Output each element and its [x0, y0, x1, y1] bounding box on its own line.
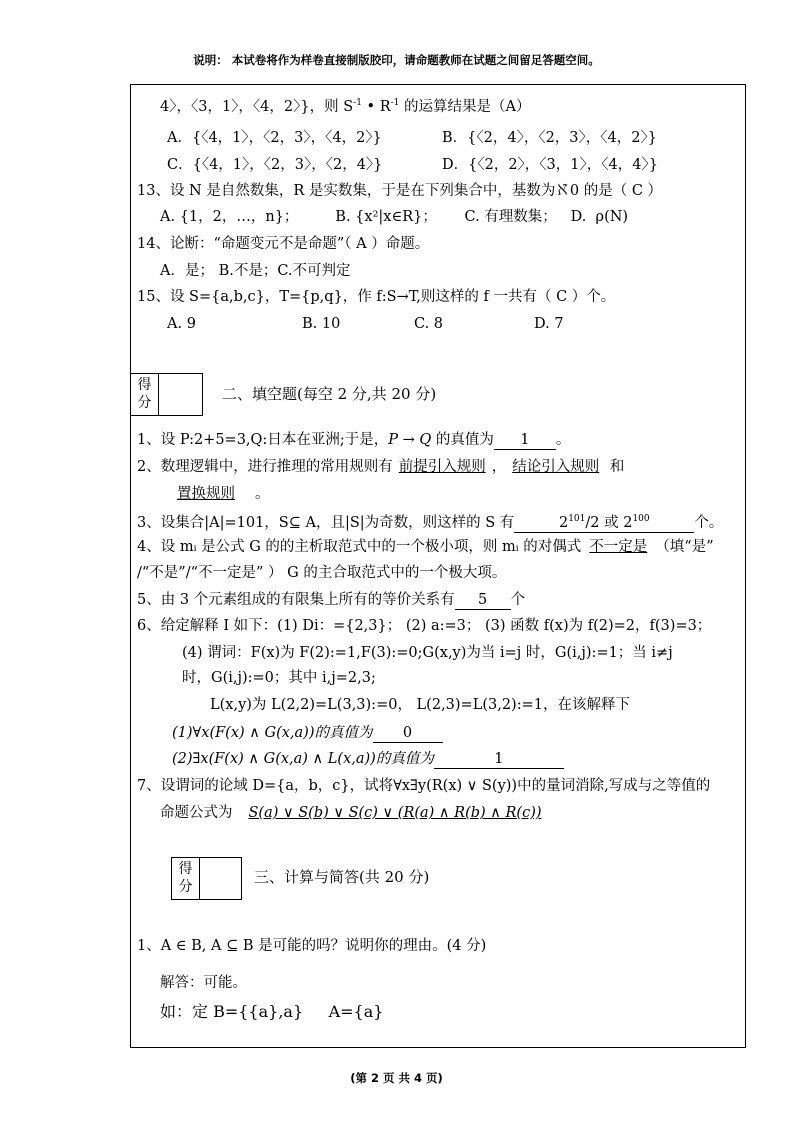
q15-option-c: C. 8 — [414, 316, 444, 332]
page-footer: (第 2 页 共 4 页) — [350, 1071, 443, 1085]
score-box-section2 — [130, 373, 203, 416]
q13-options: A. {1，2，…，n}； B. {x²|x∈R}； C. 有理数集； D. ρ(N) — [160, 209, 629, 225]
fill-q4-answer: 不一定是 — [589, 539, 648, 555]
fill-q2-answer-2: 结论引入规则 — [512, 459, 600, 475]
fill-q6-sub1-answer: 0 — [373, 724, 443, 743]
fill-q6-line2: (4) 谓词：F(x)为 F(2):=1,F(3):=0;G(x,y)为当 i=j 时，G(i,j):=1；当 i≠j — [182, 645, 673, 661]
section3-title: 三、计算与简答(共 20 分) — [254, 868, 430, 886]
q12-option-a: A．{〈4，1〉，〈2，3〉，〈4，2〉} — [167, 130, 382, 146]
fill-q5-answer: 5 — [455, 591, 511, 610]
fill-q6-line3: 时，G(i,j):=0；其中 i,j=2,3; — [182, 670, 376, 686]
fill-q4: 4、设 mᵢ 是公式 G 的的主析取范式中的一个极小项，则 mᵢ 的对偶式 不一定是 （填“是” — [137, 539, 714, 555]
score-box-section3 — [171, 857, 242, 900]
fill-q6-sub2: (2)∃x(F(x) ∧ G(x,a) ∧ L(x,a))的真值为 1 — [172, 749, 564, 769]
section2-title: 二、填空题(每空 2 分,共 20 分) — [222, 385, 437, 403]
score-label: 得 分 — [172, 858, 200, 899]
q14-stem: 14、论断：“命题变元不是命题”（ A ）命题。 — [137, 236, 430, 252]
calc-q1-example: 如：定 B={{a},a} A={a} — [160, 1002, 384, 1021]
fill-q6-sub2-answer: 1 — [434, 750, 564, 769]
q12-option-d: D．{〈2，2〉，〈3，1〉，〈4，4〉} — [442, 157, 658, 173]
q15-stem: 15、设 S={a,b,c}，T={p,q}，作 f:S→T,则这样的 f 一共有（ C ）个。 — [137, 289, 616, 305]
q15-option-b: B. 10 — [302, 316, 341, 332]
fill-q4-line2: /“不是”/“不一定是” ） G 的主合取范式中的一个极大项。 — [137, 565, 507, 581]
fill-q6-line4: L(x,y)为 L(2,2)=L(3,3):=0， L(2,3)=L(3,2):=1，在该解释下 — [210, 697, 630, 713]
fill-q3: 3、设集合|A|=101，S⊆ A，且|S|为奇数，则这样的 S 有 $2^{101}/2$ 或 $2^{100}$ 个。 — [137, 510, 723, 533]
fill-q1: 1、设 P:2+5=3,Q:日本在亚洲;于是，P → Q 的真值为 1 。 — [137, 432, 571, 448]
fill-q6-line1: 6、给定解释 I 如下：(1) Di：={2,3}； (2) a:=3； (3) 函数 f(x)为 f(2)=2，f(3)=3； — [137, 618, 712, 634]
fill-q1-answer: 1 — [494, 431, 556, 450]
fill-q5: 5、由 3 个元素组成的有限集上所有的等价关系有 5 个 — [137, 592, 526, 608]
fill-q2-answer-1: 前提引入规则 — [398, 459, 486, 475]
q14-options: A．是； B.不是；C.不可判定 — [160, 263, 351, 279]
fill-q7-line2: 命题公式为 S(a) ∨ S(b) ∨ S(c) ∨ (R(a) ∧ R(b) ∧ R(c)) — [160, 805, 542, 821]
q12-option-b: B．{〈2，4〉，〈2，3〉，〈4，2〉} — [442, 130, 657, 146]
fill-q2-line2: 置换规则 。 — [167, 484, 270, 504]
fill-q3-answer: $2^{101}/2$ 或 $2^{100}$ — [514, 510, 694, 533]
fill-q7-answer: S(a) ∨ S(b) ∨ S(c) ∨ (R(a) ∧ R(b) ∧ R(c)) — [248, 805, 542, 821]
fill-q2-answer-3: 置换规则 — [177, 486, 235, 502]
q15-option-d: D. 7 — [534, 316, 564, 332]
q12-stem: 4〉，〈3，1〉，〈4，2〉}，则 $S^{-1}$ • $R^{-1}$ 的运算结果是（A） — [160, 98, 531, 115]
printing-notice: 说明： 本试卷将作为样卷直接制版胶印，请命题教师在试题之间留足答题空间。 — [193, 53, 600, 67]
fill-q2: 2、数理逻辑中，进行推理的常用规则有 前提引入规则 ， 结论引入规则 和 — [137, 459, 625, 475]
calc-q1: 1、A ∈ B, A ⊆ B 是可能的吗？说明你的理由。(4 分) — [137, 938, 487, 954]
score-label: 得 分 — [131, 374, 159, 415]
fill-q7-line1: 7、设谓词的论域 D={a，b，c}，试将∀x∃y(R(x) ∨ S(y))中的量词消除,写成与之等值的 — [137, 778, 711, 794]
q12-option-c: C．{〈4，1〉，〈2，3〉，〈2，4〉} — [167, 157, 383, 173]
q13-stem: 13、设 N 是自然数集，R 是实数集，于是在下列集合中，基数为ℵ0 的是（ C ） — [137, 183, 663, 199]
fill-q6-sub1: (1)∀x(F(x) ∧ G(x,a))的真值为 0 — [172, 723, 443, 743]
calc-q1-answer: 解答：可能。 — [160, 975, 247, 991]
q15-option-a: A. 9 — [167, 316, 196, 332]
